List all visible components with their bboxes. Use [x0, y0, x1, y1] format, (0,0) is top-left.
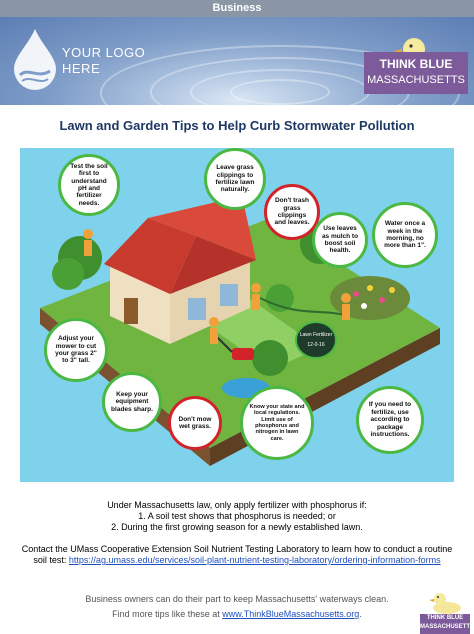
- tip-bubble-grass-clippings: Leave grass clippings to fertilize lawn naturally.: [204, 148, 266, 210]
- logo-text-line1: YOUR LOGO: [62, 45, 146, 60]
- page-title: Lawn and Garden Tips to Help Curb Stormwater Pollution: [59, 118, 415, 133]
- tip-bubble-sharp-blades: Keep your equipment blades sharp.: [102, 372, 162, 432]
- logo-placeholder: [62, 45, 145, 77]
- fertilizer-bag-numbers: 12-0-16: [307, 342, 325, 348]
- rubber-duck-small-icon: [428, 590, 464, 614]
- tip-bubble-wet-grass: Don't mow wet grass.: [168, 396, 222, 450]
- brand-line1: THINK BLUE: [379, 57, 453, 71]
- logo-text-line2: HERE: [62, 61, 101, 76]
- tip-bubble-leaf-mulch: Use leaves as mulch to boost soil health.: [312, 212, 368, 268]
- footer-line1: Business owners can do their part to keep Massachusetts' waterways clean.: [85, 594, 389, 604]
- tip-bubble-soil-test: Test the soil first to understand pH and fertilizer needs.: [58, 154, 120, 216]
- think-blue-logo: [364, 52, 468, 94]
- think-blue-website-link[interactable]: www.ThinkBlueMassachusetts.org: [222, 609, 360, 619]
- law-item-2: 2. During the first growing season for a newly established lawn.: [111, 522, 363, 532]
- tip-bubble-dont-trash: Don't trash grass clippings and leaves.: [264, 184, 320, 240]
- brand-small-line1: THINK BLUE: [426, 615, 464, 621]
- footer-prefix: Find more tips like these at: [112, 609, 220, 619]
- brand-line2: MASSACHUSETTS: [367, 74, 465, 86]
- tip-bubble-package-instructions: If you need to fertilize, use according to package instructions.: [356, 386, 424, 454]
- think-blue-logo-small: [420, 614, 474, 634]
- tip-bubble-mower-height: Adjust your mower to cut your grass 2" to 3" tall.: [44, 318, 108, 382]
- water-drop-logo-icon: [12, 27, 58, 91]
- footer-line2: [0, 609, 474, 619]
- garden-illustration: [20, 148, 454, 482]
- soil-lab-link[interactable]: https://ag.umass.edu/services/soil-plant-nutrient-testing-laboratory/ordering-information-forms: [68, 555, 441, 565]
- footer-suffix: .: [359, 609, 362, 619]
- law-intro: Under Massachusetts law, only apply fertilizer with phosphorus if:: [107, 500, 367, 510]
- contact-paragraph: [0, 544, 474, 566]
- fertilizer-bag-label: Lawn Fertilizer: [299, 332, 333, 338]
- tip-bubble-regulations: Know your state and local regulations. Limit use of phosphorus and nitrogen in lawn care.: [240, 386, 314, 460]
- section-bar-label: Business: [212, 2, 262, 14]
- section-bar: [0, 0, 474, 17]
- tip-bubble-watering: Water once a week in the morning, no more than 1".: [372, 202, 438, 268]
- contact-text: Contact the UMass Cooperative Extension Soil Nutrient Testing Laboratory to learn how to conduct a routine soil test:: [21, 544, 453, 565]
- law-item-1: 1. A soil test shows that phosphorus is needed; or: [138, 511, 336, 521]
- header-banner: [0, 17, 474, 105]
- brand-small-line2: MASSACHUSETTS: [420, 624, 474, 630]
